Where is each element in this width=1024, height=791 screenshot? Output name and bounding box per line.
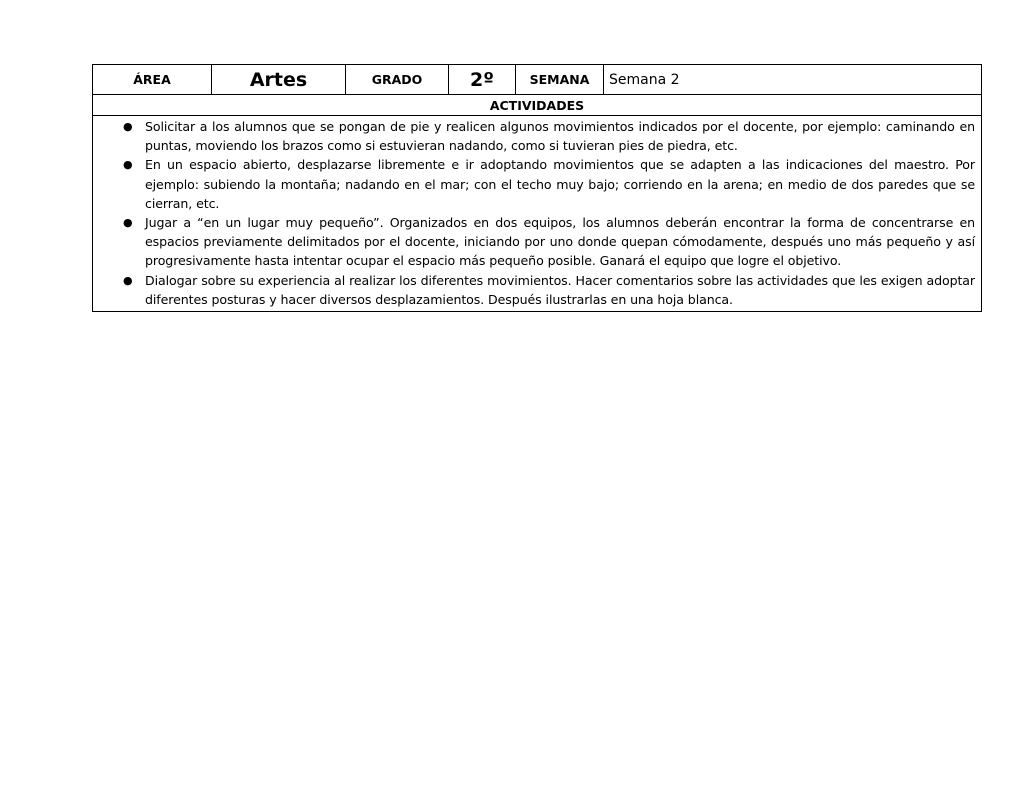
activity-text: Jugar a “en un lugar muy pequeño”. Organizados en dos equipos, los alumnos deberán encontrar la forma de concentrarse en espacios previamente delimitados por el docente, iniciando por uno donde quepan cómodamente, después uno más pequeño y así progresivamente hasta intentar ocupar el espacio más pequeño posible. Ganará el equipo que logre el objetivo. xyxy=(145,215,975,269)
lesson-plan-table xyxy=(92,64,982,312)
activities-row xyxy=(93,116,982,312)
activities-list xyxy=(93,117,975,309)
activities-title: ACTIVIDADES xyxy=(93,95,982,116)
activity-item xyxy=(93,271,975,309)
activity-text: En un espacio abierto, desplazarse libremente e ir adoptando movimientos que se adapten a las indicaciones del maestro. Por ejemplo: subiendo la montaña; nadando en el mar; con el techo muy bajo; corriendo en la arena; en medio de dos paredes que se cierran, etc. xyxy=(145,157,975,211)
bullet-icon: ● xyxy=(123,158,133,172)
bullet-icon: ● xyxy=(123,216,133,230)
area-label: ÁREA xyxy=(93,65,212,95)
week-value: Semana 2 xyxy=(604,65,982,95)
activity-item xyxy=(93,117,975,155)
activity-text: Solicitar a los alumnos que se pongan de pie y realicen algunos movimientos indicados por el docente, por ejemplo: caminando en puntas, moviendo los brazos como si estuvieran nadando, como si tuvieran pies de piedra, etc. xyxy=(145,119,975,154)
activity-item xyxy=(93,155,975,213)
week-label: SEMANA xyxy=(516,65,604,95)
bullet-icon: ● xyxy=(123,120,133,133)
activity-item xyxy=(93,213,975,271)
activities-cell xyxy=(93,116,982,312)
bullet-icon: ● xyxy=(123,273,133,287)
area-value: Artes xyxy=(212,65,346,95)
activities-title-row xyxy=(93,95,982,116)
header-row xyxy=(93,65,982,95)
activity-text: Dialogar sobre su experiencia al realizar los diferentes movimientos. Hacer comentarios sobre las actividades que les exigen adoptar diferentes posturas y hacer diversos desplazamientos. Después ilustrarlas en una hoja blanca. xyxy=(145,272,975,307)
grade-value: 2º xyxy=(449,65,516,95)
grade-label: GRADO xyxy=(346,65,449,95)
